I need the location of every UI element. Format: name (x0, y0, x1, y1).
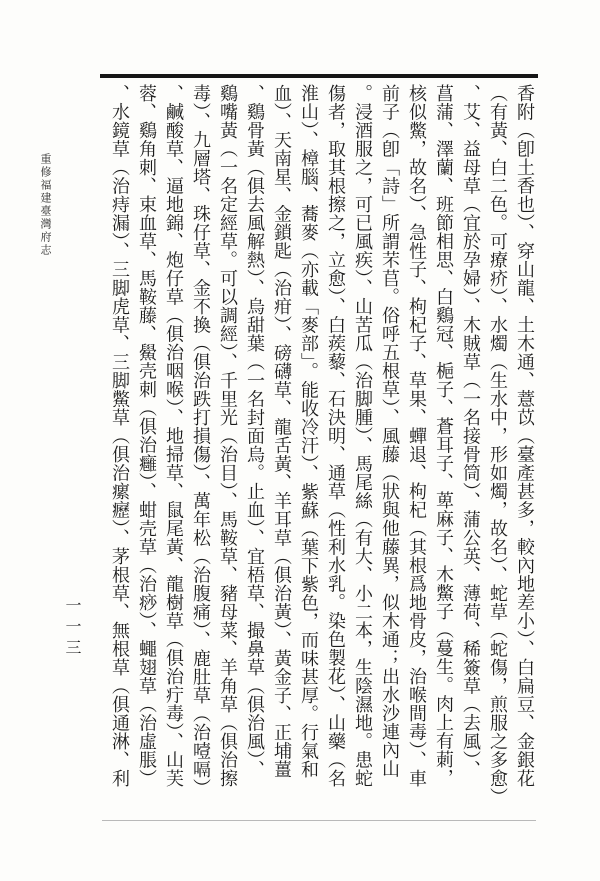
top-frame-rule (100, 74, 538, 78)
text-column: 毒）、九層塔、珠仔草、金不換（俱治跌打損傷）、萬年松（治腹痛）、鹿肚草（治噎嗝） (191, 84, 211, 797)
text-block (106, 84, 538, 818)
text-column: 。浸酒服之，可已風疾）、山苦瓜（治脚腫）、馬尾絲（有大、小二本，生陰濕地。患蛇 (353, 84, 373, 788)
text-column: 血）、天南星、金鎖匙（治疳）、磅礴草、龍舌黃、羊耳草（俱治黃）、黃金子、正埔薑 (272, 84, 292, 779)
text-column: 、鷄骨黃（俱去風解熱）、烏甜葉（一名封面烏。止血）、宜梧草、撮鼻草（俱治風）、 (245, 84, 265, 779)
text-column: 鷄嘴黃（一名定經草。可以調經）、千里光（治目）、馬鞍草、豬母菜、羊角草（俱治擦 (218, 84, 238, 788)
page-number: 一一三 (63, 597, 80, 660)
text-column: 香附（卽土香也）、穿山龍、土木通、薏苡（臺產甚多，較內地差小）、白扁豆、金銀花 (515, 84, 535, 788)
bottom-frame-rule (102, 820, 536, 821)
text-column: 、艾、益母草（宜於孕婦）、木賊草（一名接骨筒）、蒲公英、薄荷、稀簽草（去風）、 (461, 84, 481, 779)
text-column: 前子（卽「詩」所謂芣苢。俗呼五根草）、風藤（狀與他藤異，似木通；出水沙連內山 (380, 84, 400, 778)
spine-title: 重修福建臺灣府志 (39, 153, 51, 257)
text-column: 、鹹酸草、逼地錦、炮仔草（俱治咽喉）、地掃草、鼠尾黃、龍樹草（俱治疔毒）、山芙 (164, 84, 184, 788)
text-column: （有黃、白二色。可療疥）、水燭（生水中，形如燭，故名）、蛇草（蛇傷，煎服之多愈） (488, 84, 508, 806)
text-column: 菖蒲、澤蘭、班節相思、白鷄冠、梔子、蒼耳子、萆麻子、木鱉子（蔓生。肉上有莿， (434, 84, 454, 787)
text-column: 蓉、鷄角刺、束血草、馬鞍藤、鱟壳刺（俱治癰）、蚶壳草（治痧）、蠅翅草（治虛脹） (137, 84, 157, 788)
text-column: 傷者，取其根擦之，立愈）、白蒺藜、石決明、通草（性利水乳。染色製花）、山藥（名 (326, 84, 346, 788)
text-column: 核似鱉，故名）、急性子、枸杞子、草果、蟬退、枸杞（其根爲地骨皮，治喉間毒）、車 (407, 84, 427, 788)
text-column: 淮山）、樟腦、蕎麥（亦載「麥部」。能收冷汗）、紫蘇（葉下紫色，而味甚厚。行氣和 (299, 84, 319, 779)
text-column: 、水鏡草（治痔漏）、三脚虎草、三脚鱉草（俱治瘰癧）、茅根草、無根草（俱通淋、利 (110, 84, 130, 788)
